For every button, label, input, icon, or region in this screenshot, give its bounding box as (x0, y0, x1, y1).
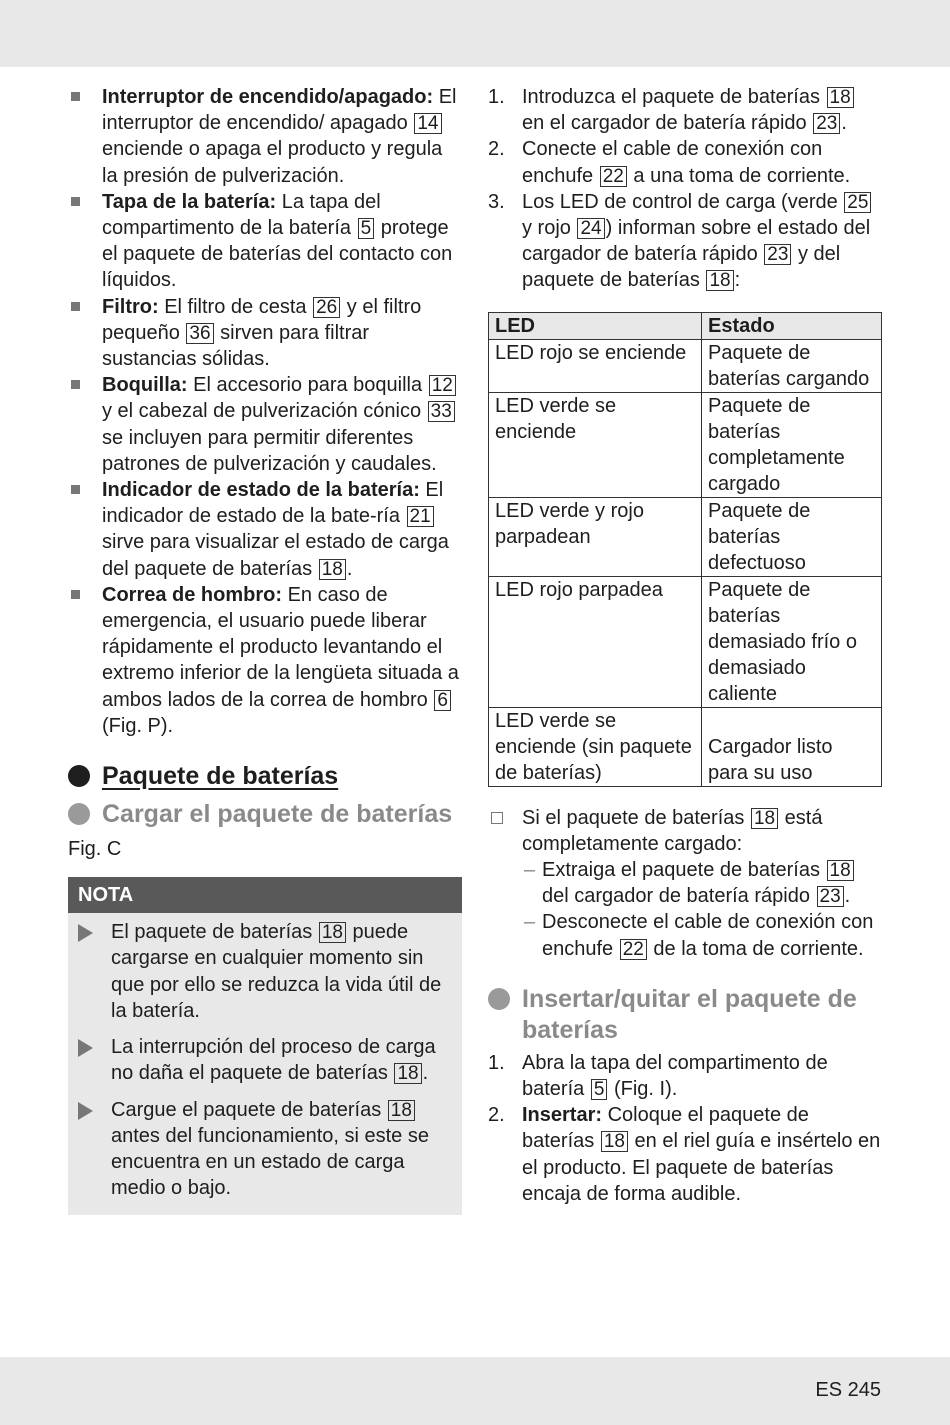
circle-bullet-icon (68, 765, 90, 787)
part-reference: 33 (428, 401, 455, 422)
table-cell: LED verde se enciende (sin paquete de baterías) (489, 707, 702, 786)
page-number: ES 245 (815, 1379, 881, 1401)
list-item: Interruptor de encendido/apagado: El interruptor de encendido/ apagado 14 enciende o apaga el producto y regula la presión de pulverización. (68, 84, 462, 189)
led-status-table (488, 312, 882, 787)
circle-bullet-icon (68, 803, 90, 825)
dash-bullet-icon: – (524, 911, 536, 934)
list-item: Boquilla: El accesorio para boquilla 12 y el cabezal de pulverización cónico 33 se incluyen para permitir diferentes patrones de pulverización y caudales. (68, 372, 462, 477)
part-reference: 26 (313, 297, 340, 318)
table-cell: Paquete de baterías defectuoso (702, 497, 882, 576)
charging-steps (488, 84, 882, 294)
square-bullet-icon (71, 485, 80, 494)
part-reference: 18 (706, 270, 733, 291)
step-item: 1. Introduzca el paquete de baterías 18 en el cargador de batería rápido 23 . (488, 84, 882, 136)
part-reference: 23 (817, 886, 844, 907)
checkbox-list (488, 805, 882, 962)
part-reference: 18 (319, 559, 346, 580)
part-reference: 5 (591, 1079, 608, 1100)
table-row (489, 392, 882, 497)
square-bullet-icon (71, 590, 80, 599)
checkbox-bullet-icon (491, 812, 503, 824)
list-item: Correa de hombro: En caso de emergencia, el usuario puede liberar rápidamente el producto levantando el extremo inferior de la lengüeta situada a ambos lados de la correa de hombro 6 (Fig. P). (68, 582, 462, 739)
square-bullet-icon (71, 302, 80, 311)
triangle-bullet-icon (78, 924, 93, 942)
part-reference: 21 (407, 506, 434, 527)
step-item: 3. Los LED de control de carga (verde 25 y rojo 24 ) informan sobre el estado del cargador de batería rápido 23 y del paquete de baterías 18 : (488, 190, 871, 292)
table-row (489, 707, 882, 786)
part-reference: 23 (813, 113, 840, 134)
list-item: – Extraiga el paquete de baterías 18 del cargador de batería rápido 23 . (522, 857, 882, 909)
list-item: Si el paquete de baterías 18 está completamente cargado: – Extraiga el paquete de baterías 18 del cargador de batería rápido 23 . – Desconecte el cable de conexión con enchufe 22 de la toma de corriente. (488, 805, 882, 962)
list-item: Tapa de la batería: La tapa del compartimento de la batería 5 protege el paquete de baterías del contacto con líquidos. (68, 189, 462, 294)
table-cell: Paquete de baterías completamente cargado (702, 392, 882, 497)
part-reference: 23 (764, 244, 791, 265)
dash-bullet-icon: – (524, 859, 536, 882)
table-cell: Cargador listo para su uso (702, 707, 882, 786)
square-bullet-icon (71, 92, 80, 101)
list-item: Indicador de estado de la batería: El indicador de estado de la bate-ría 21 sirve para visualizar el estado de carga del paquete de baterías 18 . (68, 477, 462, 582)
part-reference: 36 (186, 323, 213, 344)
table-row (489, 497, 882, 576)
table-cell: Paquete de baterías demasiado frío o demasiado caliente (702, 576, 882, 707)
triangle-bullet-icon (78, 1039, 93, 1057)
note-title: NOTA (68, 877, 462, 913)
step-item: 2. Conecte el cable de conexión con enchufe 22 a una toma de corriente. (488, 138, 851, 187)
note-item: Cargue el paquete de baterías 18 antes del funcionamiento, si este se encuentra en un estado de carga medio o bajo. (78, 1097, 452, 1202)
part-reference: 18 (827, 860, 854, 881)
part-reference: 18 (319, 922, 346, 943)
table-cell: LED rojo se enciende (489, 339, 702, 392)
section-heading: Paquete de baterías (68, 761, 462, 791)
left-column (68, 84, 462, 1215)
table-cell: LED verde se enciende (489, 392, 702, 497)
table-cell: LED verde y rojo parpadean (489, 497, 702, 576)
list-item: Filtro: El filtro de cesta 26 y el filtro pequeño 36 sirven para filtrar sustancias sólidas. (68, 294, 462, 373)
step-item: 2. Insertar: Coloque el paquete de baterías 18 en el riel guía e insértelo en el producto. El paquete de baterías encaja de forma audible. (488, 1104, 881, 1205)
sub-list (522, 857, 882, 962)
circle-bullet-icon (488, 988, 510, 1010)
subsection-heading: Cargar el paquete de baterías (68, 799, 462, 830)
square-bullet-icon (71, 197, 80, 206)
part-reference: 24 (577, 218, 604, 239)
table-row (489, 576, 882, 707)
table-cell: Paquete de baterías cargando (702, 339, 882, 392)
insert-steps (488, 1050, 882, 1207)
part-reference: 12 (429, 375, 456, 396)
table-row (489, 339, 882, 392)
part-reference: 18 (827, 87, 854, 108)
part-reference: 18 (388, 1100, 415, 1121)
note-item: La interrupción del proceso de carga no daña el paquete de baterías 18 . (78, 1034, 452, 1086)
column-header: Estado (702, 312, 882, 339)
list-item: – Desconecte el cable de conexión con enchufe 22 de la toma de corriente. (524, 911, 874, 960)
part-reference: 18 (394, 1063, 421, 1084)
part-reference: 5 (358, 218, 375, 239)
column-header: LED (489, 312, 702, 339)
table-header-row (489, 312, 882, 339)
note-item: El paquete de baterías 18 puede cargarse en cualquier momento sin que por ello se reduzca la vida útil de la batería. (78, 919, 452, 1024)
page-footer-band (0, 1357, 950, 1425)
page-header-band (0, 0, 950, 67)
triangle-bullet-icon (78, 1102, 93, 1120)
note-box (68, 877, 462, 1215)
part-reference: 18 (751, 808, 778, 829)
square-bullet-icon (71, 380, 80, 389)
part-reference: 25 (844, 192, 871, 213)
part-reference: 22 (620, 939, 647, 960)
figure-reference: Fig. C (68, 838, 122, 861)
part-reference: 14 (414, 113, 441, 134)
feature-list (68, 84, 462, 739)
table-cell: LED rojo parpadea (489, 576, 702, 707)
part-reference: 18 (601, 1131, 628, 1152)
step-item: 1. Abra la tapa del compartimento de batería 5 (Fig. I). (488, 1051, 828, 1101)
part-reference: 22 (600, 166, 627, 187)
part-reference: 6 (434, 690, 451, 711)
subsection-heading: Insertar/quitar el paquete de baterías (488, 984, 882, 1046)
right-column (488, 84, 882, 1207)
